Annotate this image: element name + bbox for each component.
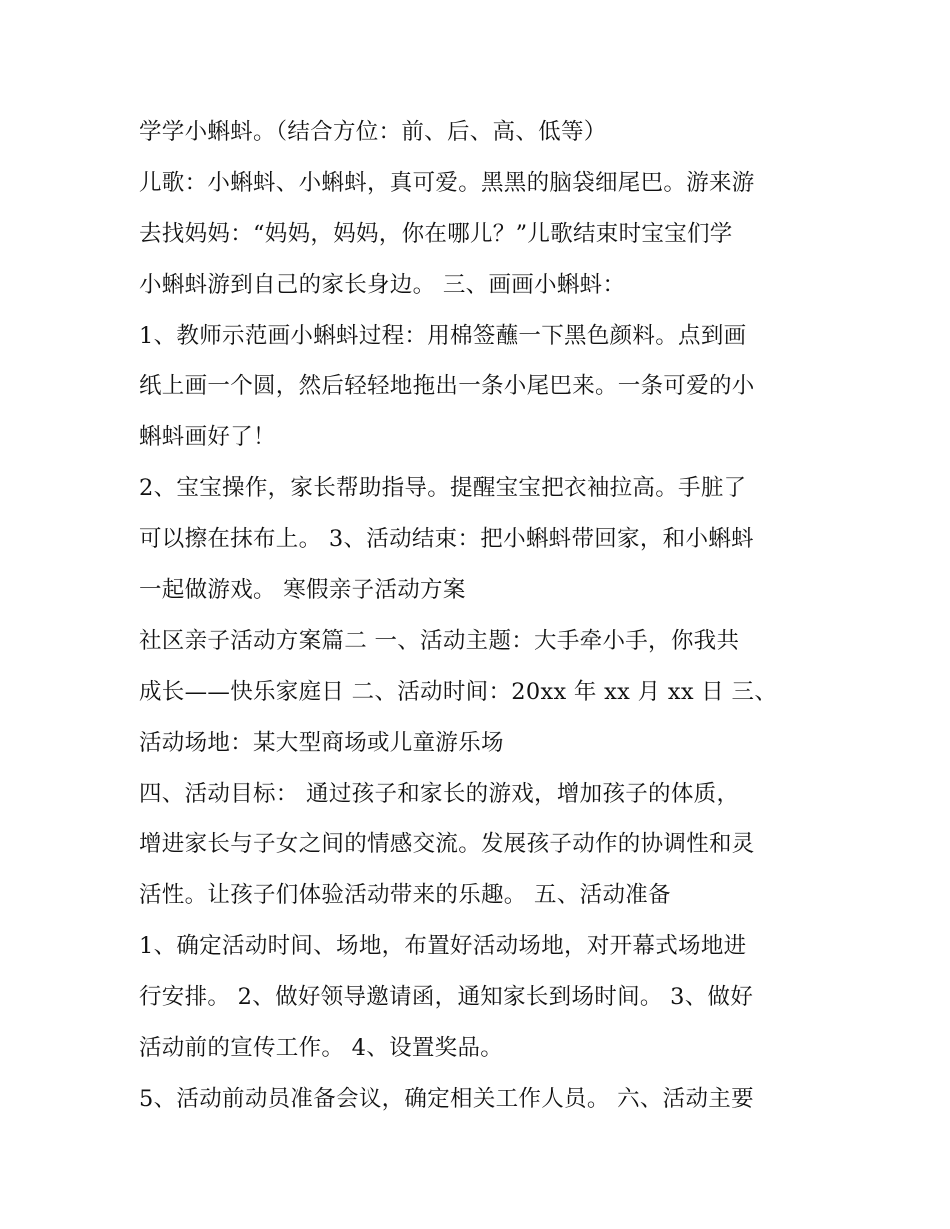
text-line-9: 可以擦在抹布上。 3、活动结束：把小蝌蚪带回家，和小蝌蚪 [139, 526, 754, 553]
text-line-14: 四、活动目标： 通过孩子和家长的游戏，增加孩子的体质， [139, 780, 740, 807]
text-line-2: 儿歌：小蝌蚪、小蝌蚪，真可爱。黑黑的脑袋细尾巴。游来游 [139, 169, 755, 196]
text-line-19: 活动前的宣传工作。 4、设置奖品。 [139, 1035, 504, 1062]
text-line-16: 活性。让孩子们体验活动带来的乐趣。 五、活动准备 [139, 882, 671, 909]
text-line-18: 行安排。 2、做好领导邀请函，通知家长到场时间。 3、做好 [139, 984, 754, 1011]
text-line-10: 一起做游戏。 寒假亲子活动方案 [139, 577, 466, 604]
text-line-7: 蝌蚪画好了！ [139, 424, 276, 451]
text-line-3: 去找妈妈：“妈妈，妈妈，你在哪儿？”儿歌结束时宝宝们学 [139, 220, 733, 247]
text-line-11: 社区亲子活动方案篇二 一、活动主题：大手牵小手，你我共 [139, 627, 740, 654]
text-line-6: 纸上画一个圆，然后轻轻地拖出一条小尾巴来。一条可爱的小 [139, 373, 755, 400]
text-line-1: 学学小蝌蚪。（结合方位：前、后、高、低等） [139, 119, 607, 145]
text-line-13: 活动场地：某大型商场或儿童游乐场 [139, 729, 504, 756]
document-body [139, 107, 829, 1125]
text-line-8: 2、宝宝操作，家长帮助指导。提醒宝宝把衣袖拉高。手脏了 [139, 475, 747, 502]
text-line-17: 1、确定活动时间、场地，布置好活动场地，对开幕式场地进 [139, 933, 747, 960]
text-line-15: 增进家长与子女之间的情感交流。发展孩子动作的协调性和灵 [139, 831, 755, 858]
text-line-20: 5、活动前动员准备会议，确定相关工作人员。 六、活动主要 [139, 1085, 754, 1112]
text-line-5: 1、教师示范画小蝌蚪过程：用棉签蘸一下黑色颜料。点到画 [139, 322, 747, 349]
text-line-12: 成长——快乐家庭日 二、活动时间：20xx 年 xx 月 xx 日 三、 [139, 678, 778, 705]
text-line-4: 小蝌蚪游到自己的家长身边。 三、画画小蝌蚪： [139, 271, 626, 298]
